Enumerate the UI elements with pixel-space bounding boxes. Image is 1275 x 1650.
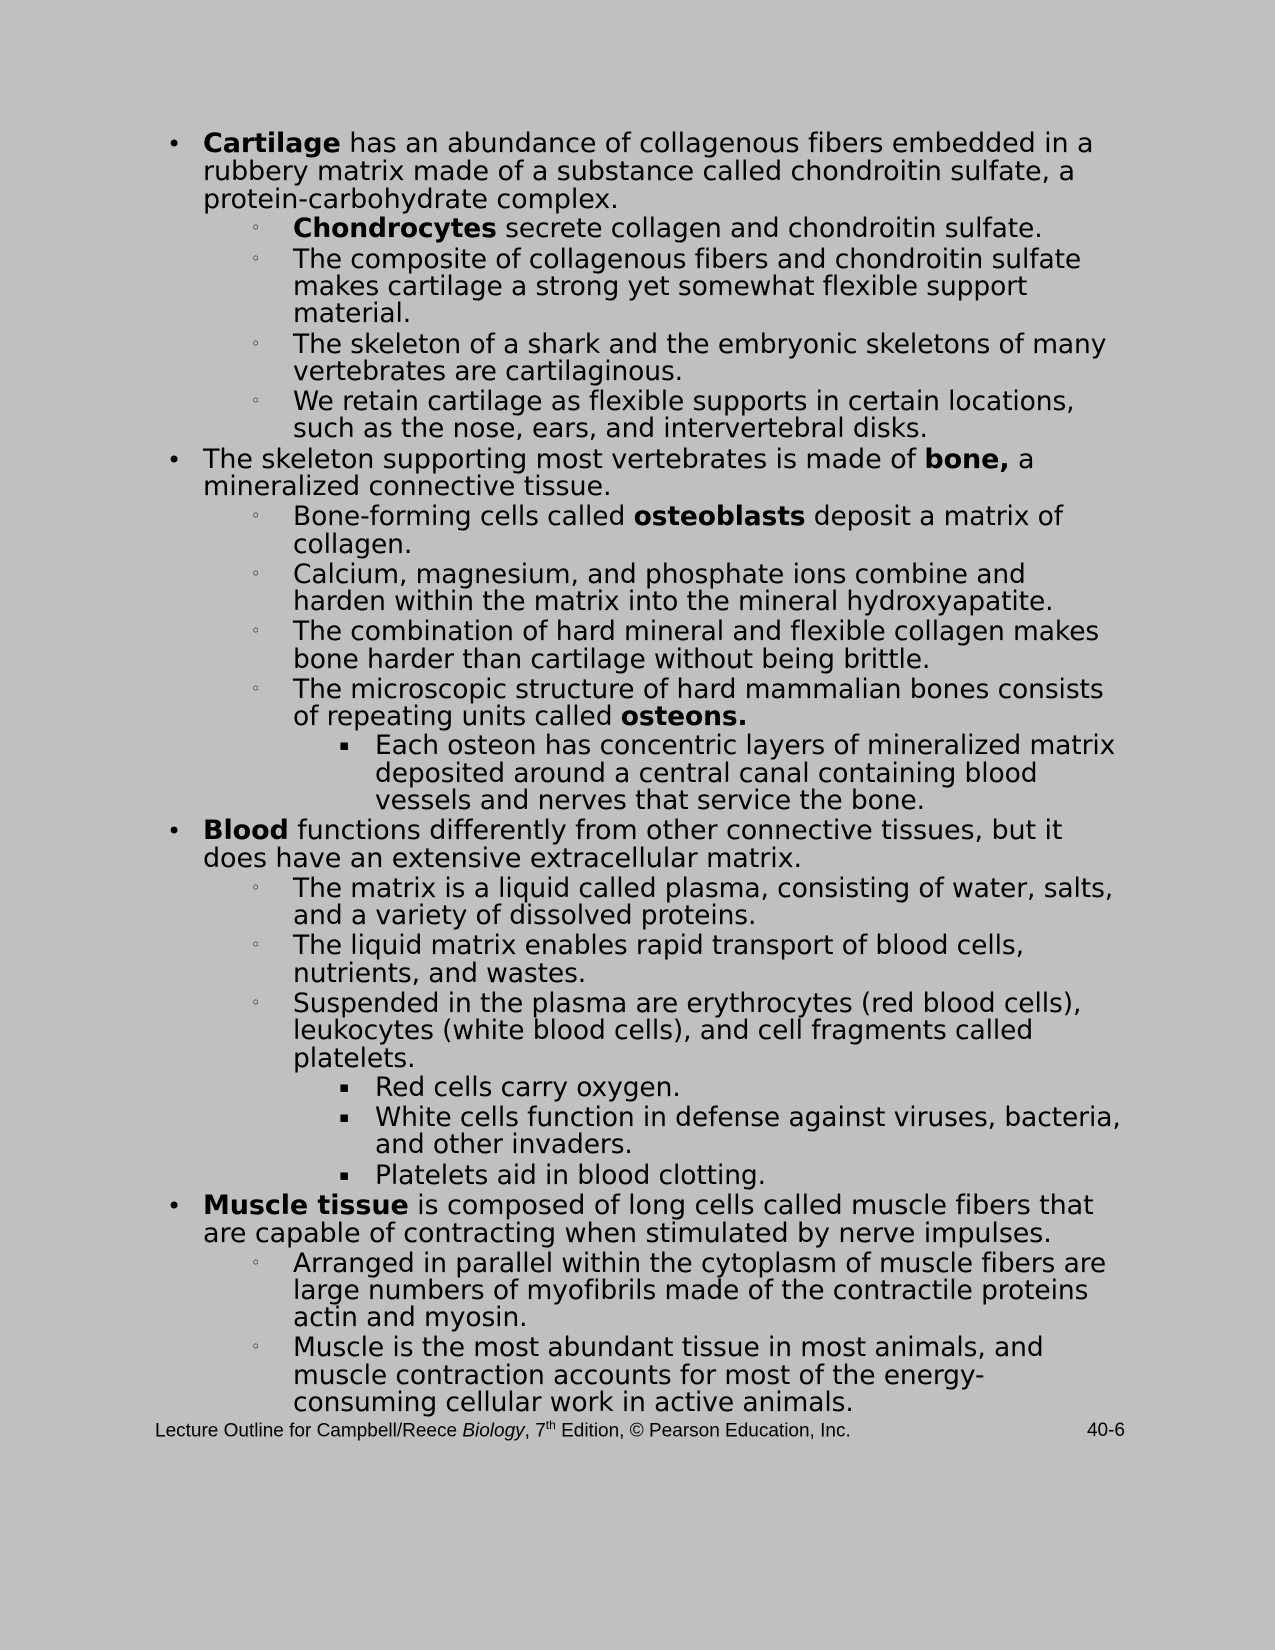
term-emphasis: osteoblasts — [633, 501, 806, 533]
outline-text-run: Arranged in parallel within the cytoplasm of muscle fibers are large numbers of myofibrils made of the contractile proteins actin and myosin. — [293, 1247, 1107, 1334]
outline-text-run: The combination of hard mineral and flexible collagen makes bone harder than cartilage without being brittle. — [293, 616, 1100, 675]
outline-item-text — [293, 503, 1125, 558]
term-emphasis: Chondrocytes — [293, 213, 497, 245]
lecture-outline — [155, 128, 1125, 1419]
bullet-level-2-icon: ◦ — [251, 1337, 261, 1357]
bullet-level-1-icon: • — [167, 445, 182, 474]
outline-text-run: We retain cartilage as flexible supports in certain locations, such as the nose, ears, and intervertebral disks. — [293, 386, 1075, 445]
outline-item-level-3 — [333, 1071, 1125, 1103]
outline-item-level-2 — [245, 872, 1125, 932]
outline-item-level-3 — [333, 1104, 1125, 1159]
bullet-level-3-icon: ▪ — [339, 1108, 350, 1127]
outline-text-run: Platelets aid in blood clotting. — [375, 1159, 766, 1191]
outline-text-run: Bone-forming cells called — [293, 501, 634, 533]
outline-item-level-3 — [333, 730, 1125, 817]
outline-list-level-2 — [245, 213, 1125, 445]
outline-item-text — [203, 1192, 1125, 1248]
outline-item-text — [293, 243, 1125, 330]
outline-item-level-1 — [155, 817, 1125, 1189]
outline-item-level-2 — [245, 503, 1125, 558]
outline-item-text — [293, 673, 1125, 733]
footer-prefix: Lecture Outline for Campbell/Reece — [155, 1420, 463, 1441]
outline-item-level-2 — [245, 932, 1125, 987]
outline-item-text — [203, 817, 1125, 873]
outline-list-level-3 — [333, 1071, 1125, 1191]
bullet-level-2-icon: ◦ — [251, 621, 261, 641]
outline-text-run: deposit a matrix of collagen. — [293, 501, 1064, 560]
outline-item-text — [375, 1159, 1125, 1191]
outline-list-level-1 — [155, 128, 1125, 1419]
footer-book-title: Biology — [462, 1420, 525, 1441]
outline-text-run: The liquid matrix enables rapid transport of blood cells, nutrients, and wastes. — [293, 930, 1024, 989]
bullet-level-1-icon: • — [167, 817, 182, 846]
outline-text-run: The skeleton supporting most vertebrates is made of — [203, 443, 925, 475]
bullet-level-2-icon: ◦ — [251, 563, 261, 583]
bullet-level-2-icon: ◦ — [251, 218, 261, 238]
page-number: 40-6 — [1086, 1420, 1125, 1441]
outline-item-text — [293, 213, 1125, 245]
bullet-level-2-icon: ◦ — [251, 1252, 261, 1272]
outline-item-level-2 — [245, 1332, 1125, 1419]
outline-item-level-2 — [245, 673, 1125, 817]
bullet-level-2-icon: ◦ — [251, 678, 261, 698]
bullet-level-2-icon: ◦ — [251, 333, 261, 353]
term-emphasis: Muscle tissue — [203, 1190, 409, 1222]
outline-item-text — [293, 328, 1125, 387]
outline-item-text — [375, 730, 1125, 817]
term-emphasis: bone, — [924, 443, 1010, 475]
page-footer — [155, 1418, 1125, 1442]
outline-text-run: functions differently from other connective tissues, but it does have an extensive extracellular matrix. — [203, 815, 1063, 875]
outline-text-run: The composite of collagenous fibers and chondroitin sulfate makes cartilage a strong yet somewhat flexible support material. — [293, 243, 1082, 330]
outline-text-run: secrete collagen and chondroitin sulfate. — [496, 213, 1043, 245]
outline-list-level-2 — [245, 501, 1125, 817]
outline-list-level-2 — [245, 872, 1125, 1191]
bullet-level-1-icon: • — [167, 130, 182, 158]
outline-list-level-2 — [245, 1247, 1125, 1419]
outline-text-run: has an abundance of collagenous fibers embedded in a rubbery matrix made of a substance called chondroitin sulfate, a protein-carbohydrate complex. — [203, 128, 1094, 215]
footer-citation — [155, 1418, 851, 1442]
outline-item-level-2 — [245, 243, 1125, 330]
footer-middle: , 7 — [524, 1420, 546, 1441]
bullet-level-3-icon: ▪ — [339, 736, 350, 755]
bullet-level-3-icon: ▪ — [339, 1165, 350, 1184]
outline-item-text — [375, 1071, 1125, 1103]
footer-ordinal: th — [545, 1417, 556, 1432]
outline-item-level-2 — [245, 618, 1125, 673]
outline-text-run: The matrix is a liquid called plasma, consisting of water, salts, and a variety of dissolved proteins. — [293, 872, 1114, 932]
outline-item-text — [293, 990, 1125, 1072]
outline-item-level-2 — [245, 1247, 1125, 1334]
outline-item-level-2 — [245, 328, 1125, 387]
outline-item-text — [293, 1247, 1125, 1334]
outline-text-run: The skeleton of a shark and the embryonic skeletons of many vertebrates are cartilaginous. — [293, 328, 1107, 387]
bullet-level-2-icon: ◦ — [251, 506, 261, 526]
outline-list-level-3 — [333, 730, 1125, 817]
outline-item-level-2 — [245, 990, 1125, 1189]
bullet-level-2-icon: ◦ — [251, 877, 261, 897]
outline-text-run: is composed of long cells called muscle fibers that are capable of contracting when stimulated by nerve impulses. — [203, 1190, 1094, 1249]
outline-text-run: The microscopic structure of hard mammalian bones consists of repeating units called — [293, 673, 1104, 733]
outline-text-run: Red cells carry oxygen. — [375, 1071, 681, 1103]
term-emphasis: Cartilage — [203, 128, 341, 159]
outline-item-level-3 — [333, 1159, 1125, 1191]
outline-item-level-1 — [155, 443, 1125, 817]
outline-item-text — [203, 443, 1125, 503]
outline-item-level-1 — [155, 130, 1125, 443]
outline-item-text — [375, 1104, 1125, 1159]
outline-item-level-1 — [155, 1190, 1125, 1419]
bullet-level-1-icon: • — [167, 1192, 182, 1221]
bullet-level-2-icon: ◦ — [251, 391, 261, 411]
footer-suffix: Edition, © Pearson Education, Inc. — [555, 1420, 851, 1441]
outline-item-text — [293, 872, 1125, 932]
outline-item-text — [293, 932, 1125, 987]
outline-text-run: Muscle is the most abundant tissue in most animals, and muscle contraction accounts for most of the energy-consuming cellular work in active animals. — [293, 1332, 1044, 1419]
outline-text-run: Calcium, magnesium, and phosphate ions combine and harden within the matrix into the mineral hydroxyapatite. — [293, 558, 1054, 618]
outline-item-text — [293, 618, 1125, 673]
outline-text-run: White cells function in defense against viruses, bacteria, and other invaders. — [375, 1102, 1121, 1161]
outline-item-text — [293, 558, 1125, 618]
term-emphasis: Blood — [203, 815, 289, 847]
bullet-level-2-icon: ◦ — [251, 935, 261, 955]
outline-item-level-2 — [245, 213, 1125, 245]
bullet-level-2-icon: ◦ — [251, 248, 261, 268]
outline-text-run: a mineralized connective tissue. — [203, 443, 1035, 503]
outline-item-text — [293, 1332, 1125, 1419]
outline-item-text — [203, 130, 1125, 213]
outline-text-run: Suspended in the plasma are erythrocytes (red blood cells), leukocytes (white blood cells), and cell fragments called platelets. — [293, 988, 1082, 1074]
outline-text-run: Each osteon has concentric layers of mineralized matrix deposited around a central canal containing blood vessels and nerves that service the bone. — [375, 730, 1116, 817]
outline-item-level-2 — [245, 558, 1125, 618]
outline-item-level-2 — [245, 388, 1125, 443]
term-emphasis: osteons. — [620, 701, 748, 733]
outline-item-text — [293, 388, 1125, 443]
bullet-level-3-icon: ▪ — [339, 1077, 350, 1096]
bullet-level-2-icon: ◦ — [251, 993, 261, 1013]
